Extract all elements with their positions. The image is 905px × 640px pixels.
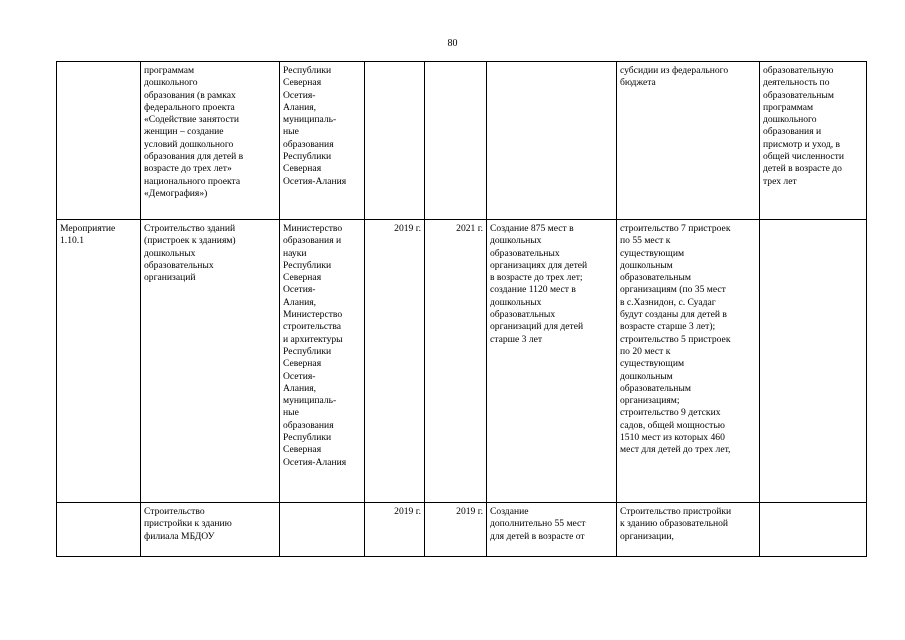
cell-text-line: образовательных (490, 247, 560, 259)
cell-text-line: старше 3 лет (490, 333, 543, 345)
cell-text-line: Северная (283, 444, 322, 456)
end-year-cell (425, 220, 487, 503)
start-year-cell (365, 503, 425, 557)
page-number: 80 (447, 38, 458, 49)
cell-text-line: строительство 7 пристроек (620, 223, 731, 234)
cell-text-line: по 55 мест к (620, 235, 671, 247)
cell-text-line: образования и (283, 235, 342, 247)
executor-cell (280, 62, 365, 220)
cell-text-line: будут созданы для детей в (620, 309, 727, 321)
cell-text-line: деятельность по (763, 77, 830, 89)
notes-cell (617, 503, 760, 557)
cell-text-line: пристройки к зданию (144, 518, 232, 530)
cell-text-line: Создание 875 мест в (490, 223, 574, 234)
cell-text-line: Алания, (283, 101, 317, 113)
cell-text-line: Северная (283, 358, 322, 370)
cell-text-line: дошкольных (144, 247, 196, 259)
cell-text-line: (пристроек к зданиям) (144, 235, 236, 247)
cell-text-line: Министерство (283, 223, 343, 234)
cell-text-line: возрасте до трех лет» (144, 163, 232, 175)
end-year-cell (425, 62, 487, 220)
cell-text-line: организациях для детей (490, 259, 588, 271)
cell-text-line: «Демография») (144, 187, 208, 199)
event-cell (57, 62, 141, 220)
cell-text-line: общей численности (763, 151, 845, 163)
cell-text-line: строительства (283, 321, 342, 333)
cell-text-line: Республики (283, 259, 332, 271)
result-cell (487, 220, 617, 503)
cell-text-line: дошкольного (763, 114, 817, 126)
indicator-cell (760, 220, 867, 503)
cell-text-line: 2021 г. (456, 223, 483, 234)
cell-text-line: садов, общей мощностью (620, 419, 725, 431)
cell-text-line: к зданию образовательной (620, 518, 729, 530)
cell-text-line: строительство 9 детских (620, 407, 721, 419)
cell-text-line: детей в возрасте до (763, 163, 842, 175)
cell-text-line: Осетия-Алания (283, 175, 347, 187)
cell-text-line: Строительство зданий (144, 223, 236, 234)
cell-text-line: образовательным (763, 89, 834, 101)
indicator-cell (760, 62, 867, 220)
name-cell (141, 62, 280, 220)
cell-text-line: субсидии из федерального (620, 65, 729, 76)
cell-text-line: образоватльных (490, 309, 556, 321)
cell-text-line: Алания, (283, 296, 317, 308)
cell-text-line: образования (в рамках (144, 89, 236, 101)
start-year-cell (365, 62, 425, 220)
cell-text-line: Северная (283, 272, 322, 284)
cell-text-line: образовательным (620, 382, 691, 394)
cell-text-line: Строительство пристройки (620, 506, 732, 517)
cell-text-line: дошкольных (490, 296, 542, 308)
cell-text-line: Осетия- (283, 370, 316, 382)
cell-text-line: 2019 г. (394, 506, 421, 517)
notes-cell (617, 62, 760, 220)
cell-text-line: образовательных (144, 259, 214, 271)
cell-text-line: национального проекта (144, 175, 241, 187)
cell-text-line: существующим (620, 247, 685, 259)
cell-text-line: 2019 г. (394, 223, 421, 234)
cell-text-line: программам (144, 65, 195, 76)
cell-text-line: Республики (283, 65, 332, 76)
cell-text-line: федерального проекта (144, 101, 235, 113)
cell-text-line: дополнительно 55 мест (490, 518, 586, 530)
cell-text-line: 1.10.1 (60, 235, 84, 247)
cell-text-line: образования (283, 419, 334, 431)
cell-text-line: присмотр и уход, в (763, 138, 841, 150)
cell-text-line: в с.Хазнидон, с. Суадаг (620, 296, 716, 308)
cell-text-line: Республики (283, 151, 332, 163)
event-cell (57, 503, 141, 557)
cell-text-line: строительство 5 пристроек (620, 333, 731, 345)
cell-text-line: образовательную (763, 65, 834, 76)
program-table (56, 61, 867, 557)
cell-text-line: науки (283, 247, 307, 259)
cell-text-line: Строительство (144, 506, 205, 517)
result-cell (487, 62, 617, 220)
cell-text-line: образовательным (620, 272, 691, 284)
cell-text-line: Республики (283, 345, 332, 357)
cell-text-line: Мероприятие (60, 223, 116, 234)
name-cell (141, 503, 280, 557)
cell-text-line: образования для детей в (144, 151, 244, 163)
cell-text-line: «Содействие занятости (144, 114, 240, 126)
cell-text-line: организаций для детей (490, 321, 584, 333)
cell-text-line: мест для детей до трех лет, (620, 444, 731, 456)
cell-text-line: дошкольным (620, 370, 673, 382)
cell-text-line: дошкольных (490, 235, 542, 247)
cell-text-line: Создание (490, 506, 529, 517)
cell-text-line: образования (283, 138, 334, 150)
cell-text-line: трех лет (763, 175, 797, 187)
cell-text-line: организаций (144, 272, 196, 284)
cell-text-line: условий дошкольного (144, 138, 234, 150)
cell-text-line: в возрасте до трех лет; (490, 272, 583, 284)
cell-text-line: Северная (283, 163, 322, 175)
table-row (57, 503, 867, 557)
cell-text-line: женщин – создание (144, 126, 224, 138)
cell-text-line: Министерство (283, 309, 343, 321)
cell-text-line: Алания, (283, 382, 317, 394)
cell-text-line: муниципаль- (283, 114, 337, 126)
cell-text-line: существующим (620, 358, 685, 370)
cell-text-line: дошкольным (620, 259, 673, 271)
cell-text-line: муниципаль- (283, 395, 337, 407)
cell-text-line: образования и (763, 126, 822, 138)
cell-text-line: ные (283, 407, 299, 419)
executor-cell (280, 503, 365, 557)
table-row (57, 220, 867, 503)
cell-text-line: ные (283, 126, 299, 138)
cell-text-line: для детей в возрасте от (490, 530, 585, 542)
cell-text-line: организации, (620, 530, 674, 542)
cell-text-line: возрасте старше 3 лет); (620, 321, 716, 333)
cell-text-line: 1510 мест из которых 460 (620, 432, 725, 444)
cell-text-line: Осетия- (283, 89, 316, 101)
name-cell (141, 220, 280, 503)
end-year-cell (425, 503, 487, 557)
table-row (57, 62, 867, 220)
cell-text-line: Республики (283, 432, 332, 444)
cell-text-line: филиала МБДОУ (144, 530, 215, 542)
start-year-cell (365, 220, 425, 503)
notes-cell (617, 220, 760, 503)
cell-text-line: Северная (283, 77, 322, 89)
cell-text-line: организациям (по 35 мест (620, 284, 726, 296)
cell-text-line: программам (763, 101, 814, 113)
cell-text-line: Осетия-Алания (283, 456, 347, 468)
cell-text-line: по 20 мест к (620, 345, 671, 357)
cell-text-line: 2019 г. (456, 506, 483, 517)
cell-text-line: и архитектуры (283, 333, 343, 345)
cell-text-line: дошкольного (144, 77, 198, 89)
cell-text-line: бюджета (620, 77, 656, 89)
executor-cell (280, 220, 365, 503)
cell-text-line: создание 1120 мест в (490, 284, 576, 296)
cell-text-line: Осетия- (283, 284, 316, 296)
result-cell (487, 503, 617, 557)
cell-text-line: организациям; (620, 395, 680, 407)
event-cell (57, 220, 141, 503)
indicator-cell (760, 503, 867, 557)
